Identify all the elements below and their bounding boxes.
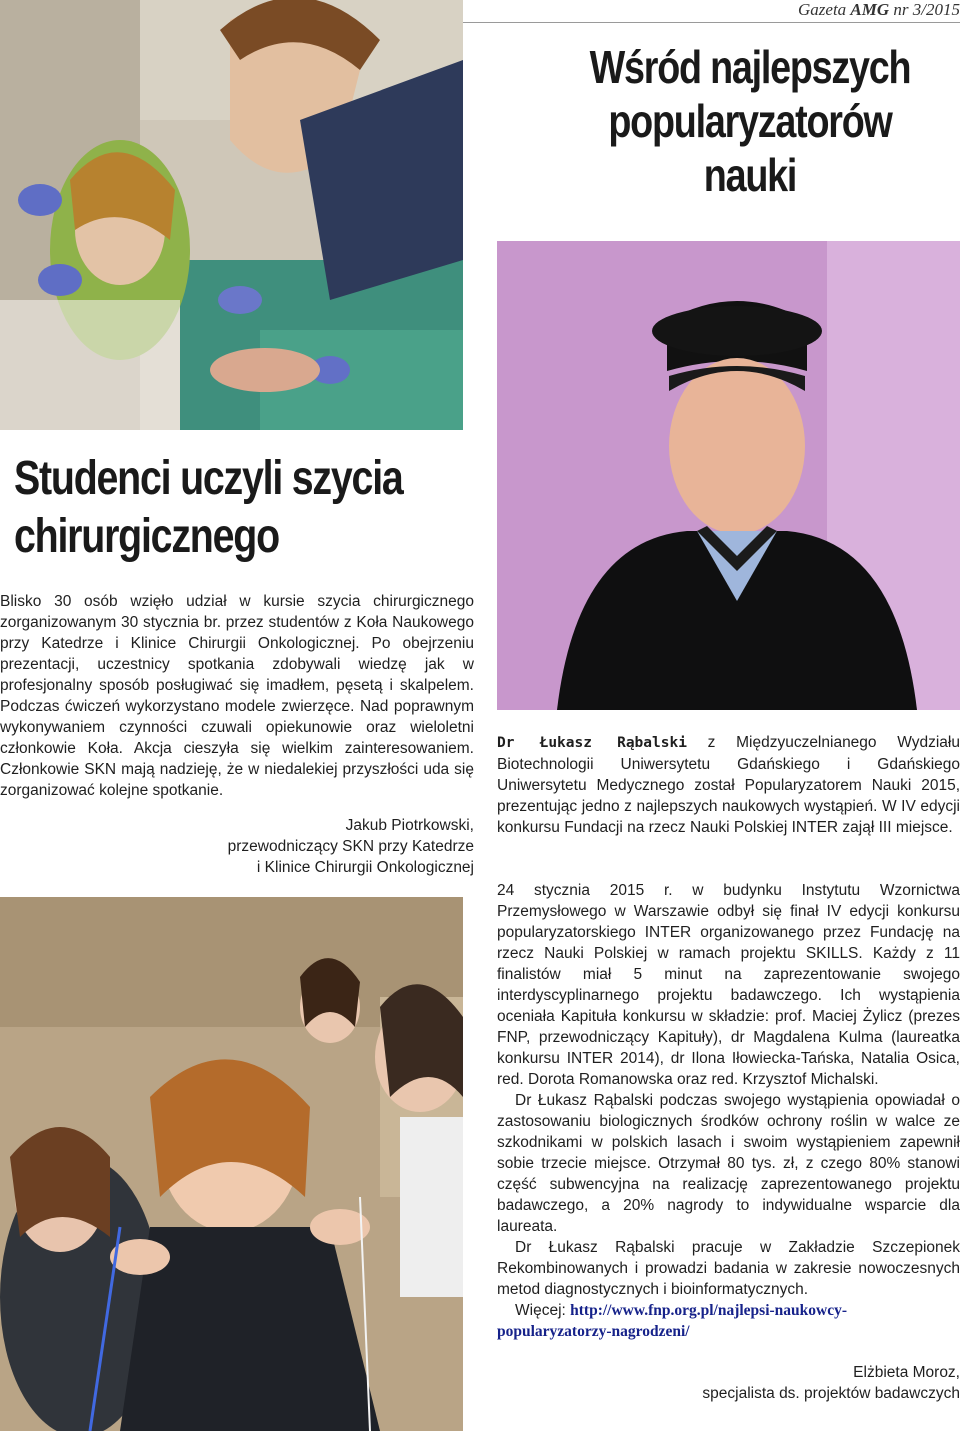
journal-title: Gazeta AMG nr 3/2015 — [798, 0, 960, 19]
paragraph: Dr Łukasz Rąbalski podczas swojego wystąpienia opowiadał o zastosowaniu biologicznych środków ochrony roślin w walce ze szkodnikami w polskich lasach i swoim wystąpieniem zapewnił sobie trzecie miejsce. Otrzymał 80 tys. zł, z czego 80% stanowi część subwencyjna na realizację zaprezentowanego projektu badawczego, a 20% nagrody to indywidualne wsparcie dla laureata. — [497, 1092, 960, 1235]
students-suturing-photo-icon — [0, 897, 463, 1431]
surgical-training-photo-icon — [0, 0, 463, 430]
lead-person-name: Dr Łukasz Rąbalski — [497, 735, 687, 751]
paragraph: 24 stycznia 2015 r. w budynku Instytutu Wzornictwa Przemysłowego w Warszawie odbył się finał IV edycji konkursu popularyzatorskiego INTER organizowanego przez Fundację na rzecz Nauki Polskiej w ramach projektu SKILLS. Każdy z 11 finalistów miał 5 minut na zaprezentowanie swojego interdyscyplinarnego projektu badawczego. Ich wystąpienia oceniała Kapituła konkursu w składzie: prof. Maciej Żylicz (prezes FNP, przewodniczący Kapituły), dr Magdalena Kulma (laureatka konkursu INTER 2014), dr Ilona Iłowiecka-Tańska, Natalia Osica, red. Dorota Romanowska oraz red. Krzysztof Michalski. — [497, 882, 960, 1088]
left-article-body: Blisko 30 osób wzięło udział w kursie szycia chirurgicznego zorganizowanym 30 stycznia br. przez studentów z Koła Naukowego przy Katedrze i Klinice Chirurgii Onkologicznej. Po obejrzeniu prezentacji, uczestnicy spotkania zdobywali wiedzę jak w profesjonalny sposób posługiwać się imadłem, pęsetą i skalpelem. Podczas ćwiczeń wykorzystano modele zwierzęce. Nad poprawnym wykonywaniem czynności czuwali opiekunowie oraz wieloletni członkowie Koła. Akcja cieszyła się wielkim zainteresowaniem. Członkowie SKN mają nadzieję, że w niedalekiej przyszłości uda się zorganizować kolejne spotkanie. — [0, 593, 474, 799]
headline-right: Wśród najlepszych popularyzatorów nauki — [589, 41, 911, 201]
right-article-body — [497, 880, 960, 1342]
portrait-photo-icon — [497, 241, 960, 710]
right-article-author: Elżbieta Moroz, specjalista ds. projektów badawczych — [702, 1364, 960, 1402]
journal-name: AMG — [850, 0, 890, 19]
left-article-author: Jakub Piotrkowski, przewodniczący SKN przy Katedrze i Klinice Chirurgii Onkologicznej — [227, 817, 474, 876]
paragraph: Dr Łukasz Rąbalski pracuje w Zakładzie Szczepionek Rekombinowanych i prowadzi badania w zakresie nowoczesnych metod diagnostycznych i bioinformatycznych. — [497, 1239, 960, 1298]
headline-left: Studenci uczyli szycia chirurgicznego — [14, 452, 403, 563]
right-article-lead: Dr Łukasz Rąbalski z Międzyuczelnianego Wydziału Biotechnologii Uniwersytetu Gdańskiego i Gdańskiego Uniwersytetu Medycznego został Popularyzatorem Nauki 2015, prezentując jedno z najlepszych naukowych wystąpień. W IV edycji konkursu Fundacji na rzecz Nauki Polskiej INTER zajął III miejsce. — [497, 734, 960, 836]
more-info-line: Więcej: http://www.fnp.org.pl/najlepsi-naukowcy-popularyzatorzy-nagrodzeni/ — [497, 1302, 848, 1340]
more-info-link[interactable]: http://www.fnp.org.pl/najlepsi-naukowcy-popularyzatorzy-nagrodzeni/ — [497, 1302, 848, 1340]
